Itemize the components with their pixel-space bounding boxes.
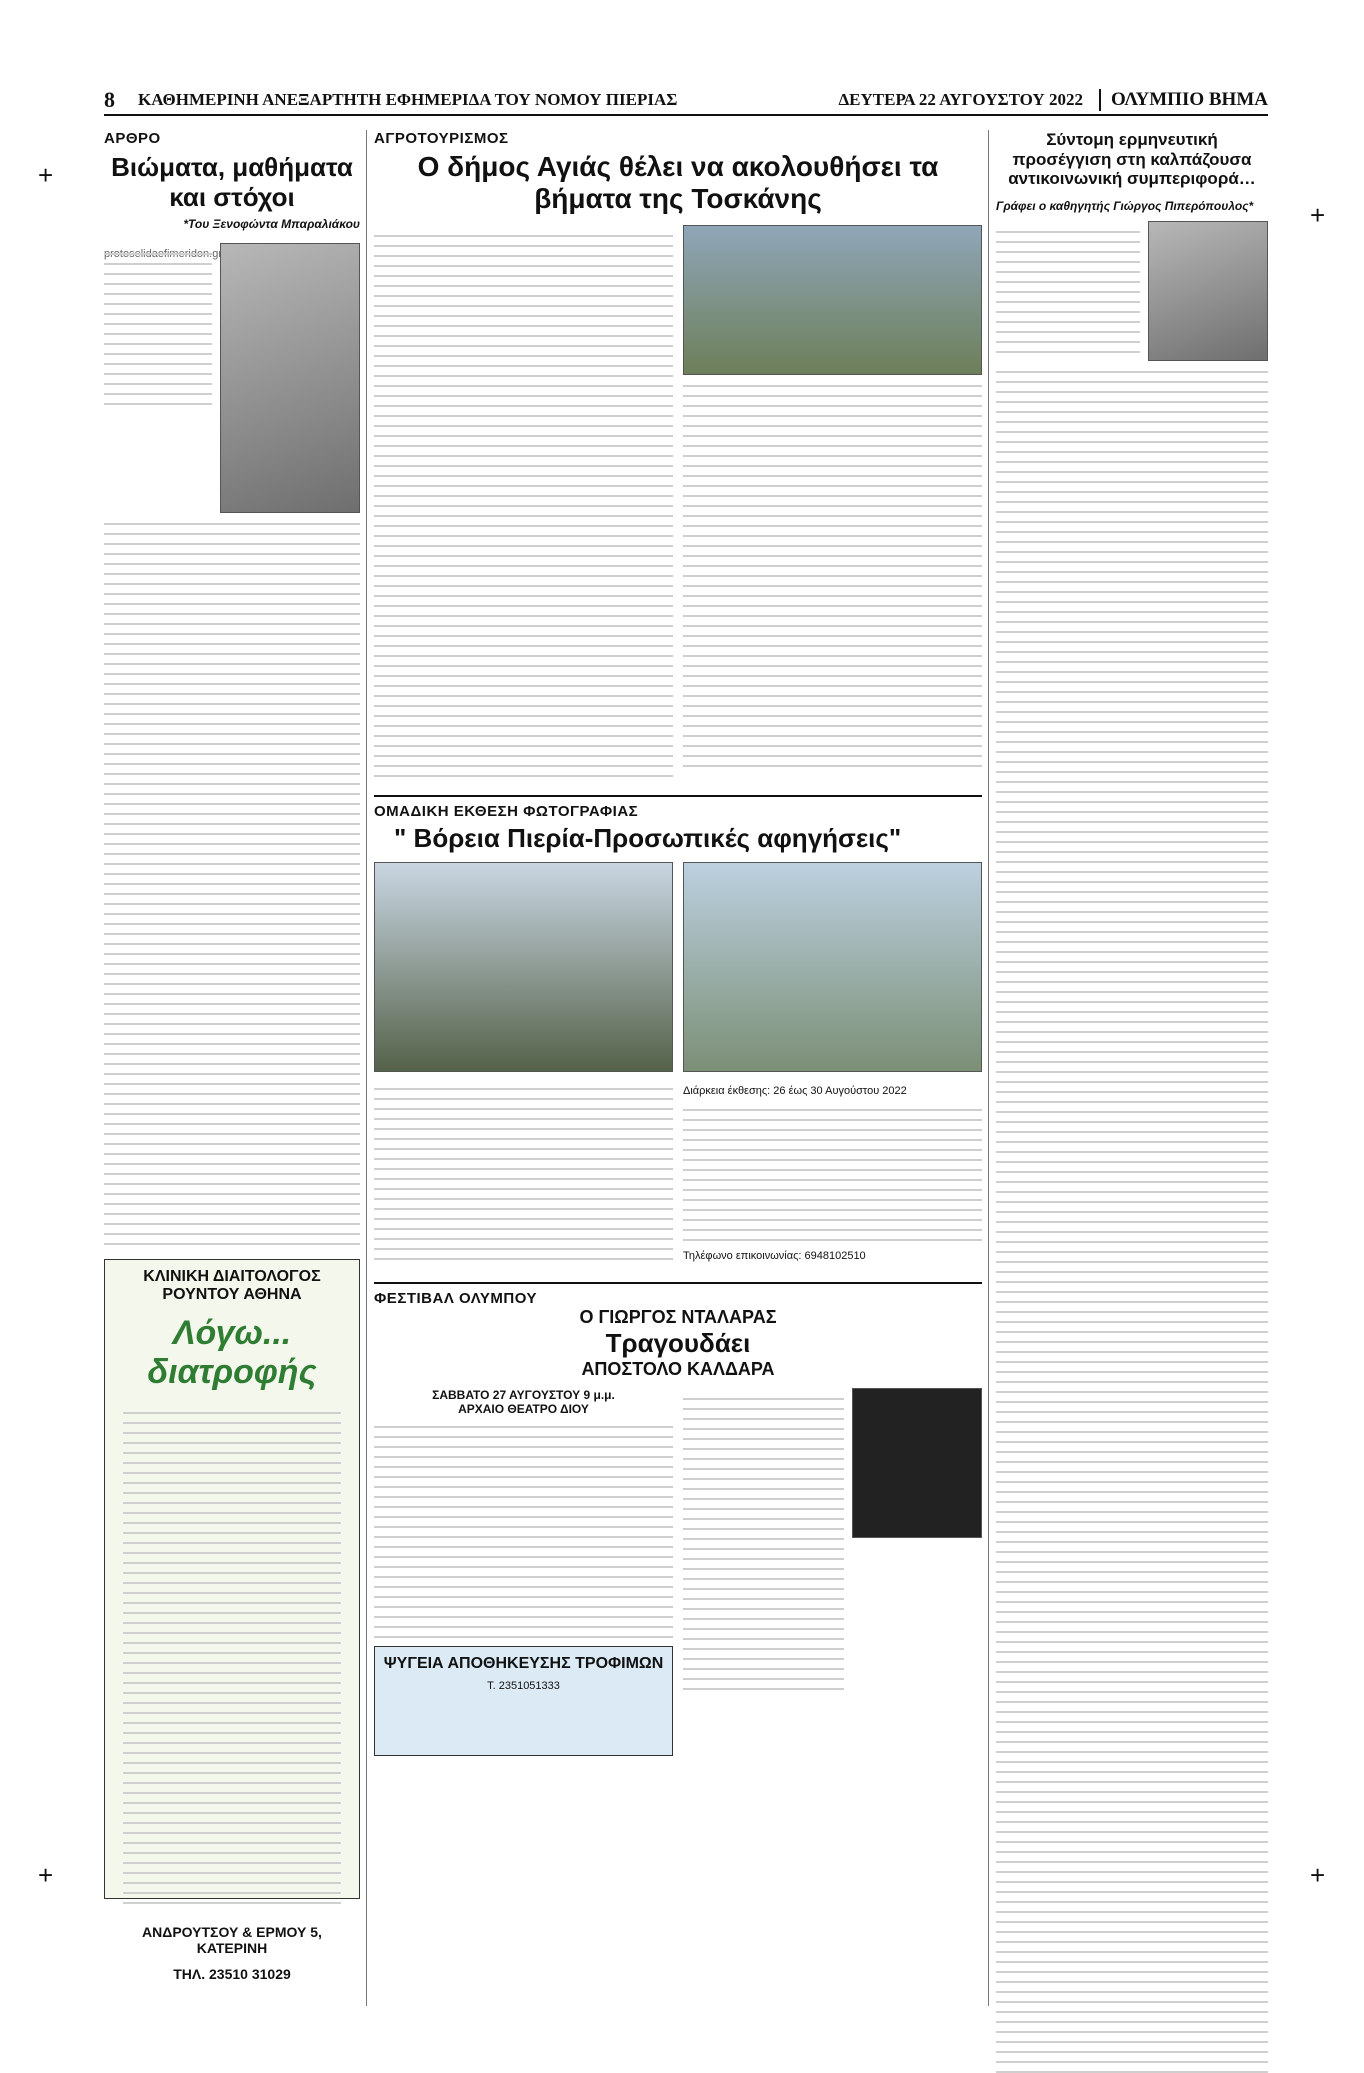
- coast-photo: [683, 862, 982, 1072]
- article-byline: *Του Ξενοφώντα Μπαραλιάκου: [183, 216, 360, 231]
- center-column: [374, 130, 982, 1756]
- issue-date: ΔΕΥΤΕΡΑ 22 ΑΥΓΟΥΣΤΟΥ 2022: [838, 90, 1083, 109]
- festival-block: [374, 1282, 982, 1756]
- ad-title: ΚΛΙΝΙΚΗ ΔΙΑΙΤΟΛΟΓΟΣ ΡΟΥΝΤΟΥ ΑΘΗΝΑ: [143, 1267, 321, 1303]
- body-text-placeholder: [683, 1398, 844, 1756]
- paper-line: ΚΑΘΗΜΕΡΙΝΗ ΑΝΕΞΑΡΤΗΤΗ ΕΦΗΜΕΡΙΔΑ ΤΟΥ ΝΟΜΟΥ ΠΙΕΡΙΑΣ: [138, 90, 678, 109]
- exhibition-phone: Τηλέφωνο επικοινωνίας: 6948102510: [683, 1250, 866, 1263]
- crop-mark: +: [38, 160, 54, 190]
- ad-title: ΨΥΓΕΙΑ ΑΠΟΘΗΚΕΥΣΗΣ ΤΡΟΦΙΜΩΝ: [383, 1655, 664, 1673]
- section-label: ΑΓΡΟΤΟΥΡΙΣΜΟΣ: [374, 130, 509, 147]
- author-photo: [220, 243, 360, 513]
- ad-phone: Τ. 2351051333: [487, 1680, 560, 1693]
- section-label: ΦΕΣΤΙΒΑΛ ΟΛΥΜΠΟΥ: [374, 1290, 537, 1308]
- column-rule: [988, 130, 989, 2006]
- body-text-placeholder: [683, 385, 982, 767]
- article-headline: Σύντομη ερμηνευτική προσέγγιση στη καλπάζουσα αντικοινωνική συμπεριφορά…: [1008, 130, 1256, 189]
- landscape-photo: [683, 225, 982, 375]
- body-text-placeholder: [374, 235, 673, 785]
- freezer-ad: [374, 1646, 673, 1756]
- dietitian-ad: [104, 1259, 360, 1982]
- concert-poster: [852, 1388, 982, 1538]
- body-text-placeholder: [104, 523, 360, 1245]
- festival-line: ΑΠΟΣΤΟΛΟ ΚΑΛΔΑΡΑ: [581, 1359, 775, 1380]
- masthead: [104, 86, 1268, 116]
- article-headline: Βιώματα, μαθήματα και στόχοι: [111, 152, 353, 212]
- body-text-placeholder: [996, 371, 1268, 2073]
- body-text-placeholder: [683, 1109, 982, 1241]
- crop-mark: +: [38, 1860, 54, 1890]
- newspaper-page: [104, 86, 1268, 2006]
- section-label: ΟΜΑΔΙΚΗ ΕΚΘΕΣΗ ΦΩΤΟΓΡΑΦΙΑΣ: [374, 803, 639, 821]
- right-column: [996, 130, 1268, 2073]
- ad-brand: Λόγω... διατροφής: [147, 1313, 317, 1391]
- author-photo: [1148, 221, 1268, 361]
- event-venue: ΑΡΧΑΙΟ ΘΕΑΤΡΟ ΔΙΟΥ: [458, 1402, 589, 1417]
- ad-address: ΑΝΔΡΟΥΤΣΟΥ & ΕΡΜΟΥ 5, ΚΑΤΕΡΙΝΗ: [142, 1923, 322, 1956]
- section-label: ΑΡΘΡΟ: [104, 130, 161, 147]
- article-headline: Ο δήμος Αγιάς θέλει να ακολουθήσει τα βήματα της Τοσκάνης: [417, 151, 939, 215]
- ad-phone: ΤΗΛ. 23510 31029: [173, 1965, 291, 1982]
- exhibition-headline: " Βόρεια Πιερία-Προσωπικές αφηγήσεις": [394, 823, 902, 854]
- article-byline: Γράφει ο καθηγητής Γιώργος Πιπερόπουλος*: [996, 198, 1254, 213]
- body-text-placeholder: [374, 1088, 673, 1268]
- paper-title: ΟΛΥΜΠΙΟ ΒΗΜΑ: [1099, 89, 1268, 111]
- column-rule: [366, 130, 367, 2006]
- crop-mark: +: [1310, 200, 1326, 230]
- left-column: [104, 130, 360, 1982]
- exhibition-block: [374, 795, 982, 1268]
- exhibition-dates: Διάρκεια έκθεσης: 26 έως 30 Αυγούστου 2022: [683, 1085, 907, 1098]
- crop-mark: +: [1310, 1860, 1326, 1890]
- festival-line: Ο ΓΙΩΡΓΟΣ ΝΤΑΛΑΡΑΣ: [579, 1307, 777, 1328]
- page-number: 8: [104, 87, 115, 112]
- body-text-placeholder: [374, 1426, 673, 1638]
- body-text-placeholder: [996, 231, 1140, 361]
- event-date: ΣΑΒΒΑΤΟ 27 ΑΥΓΟΥΣΤΟΥ 9 μ.μ.: [432, 1388, 615, 1403]
- body-text-placeholder: [104, 253, 212, 513]
- festival-line: Τραγουδάει: [605, 1328, 751, 1359]
- bridge-photo: [374, 862, 673, 1072]
